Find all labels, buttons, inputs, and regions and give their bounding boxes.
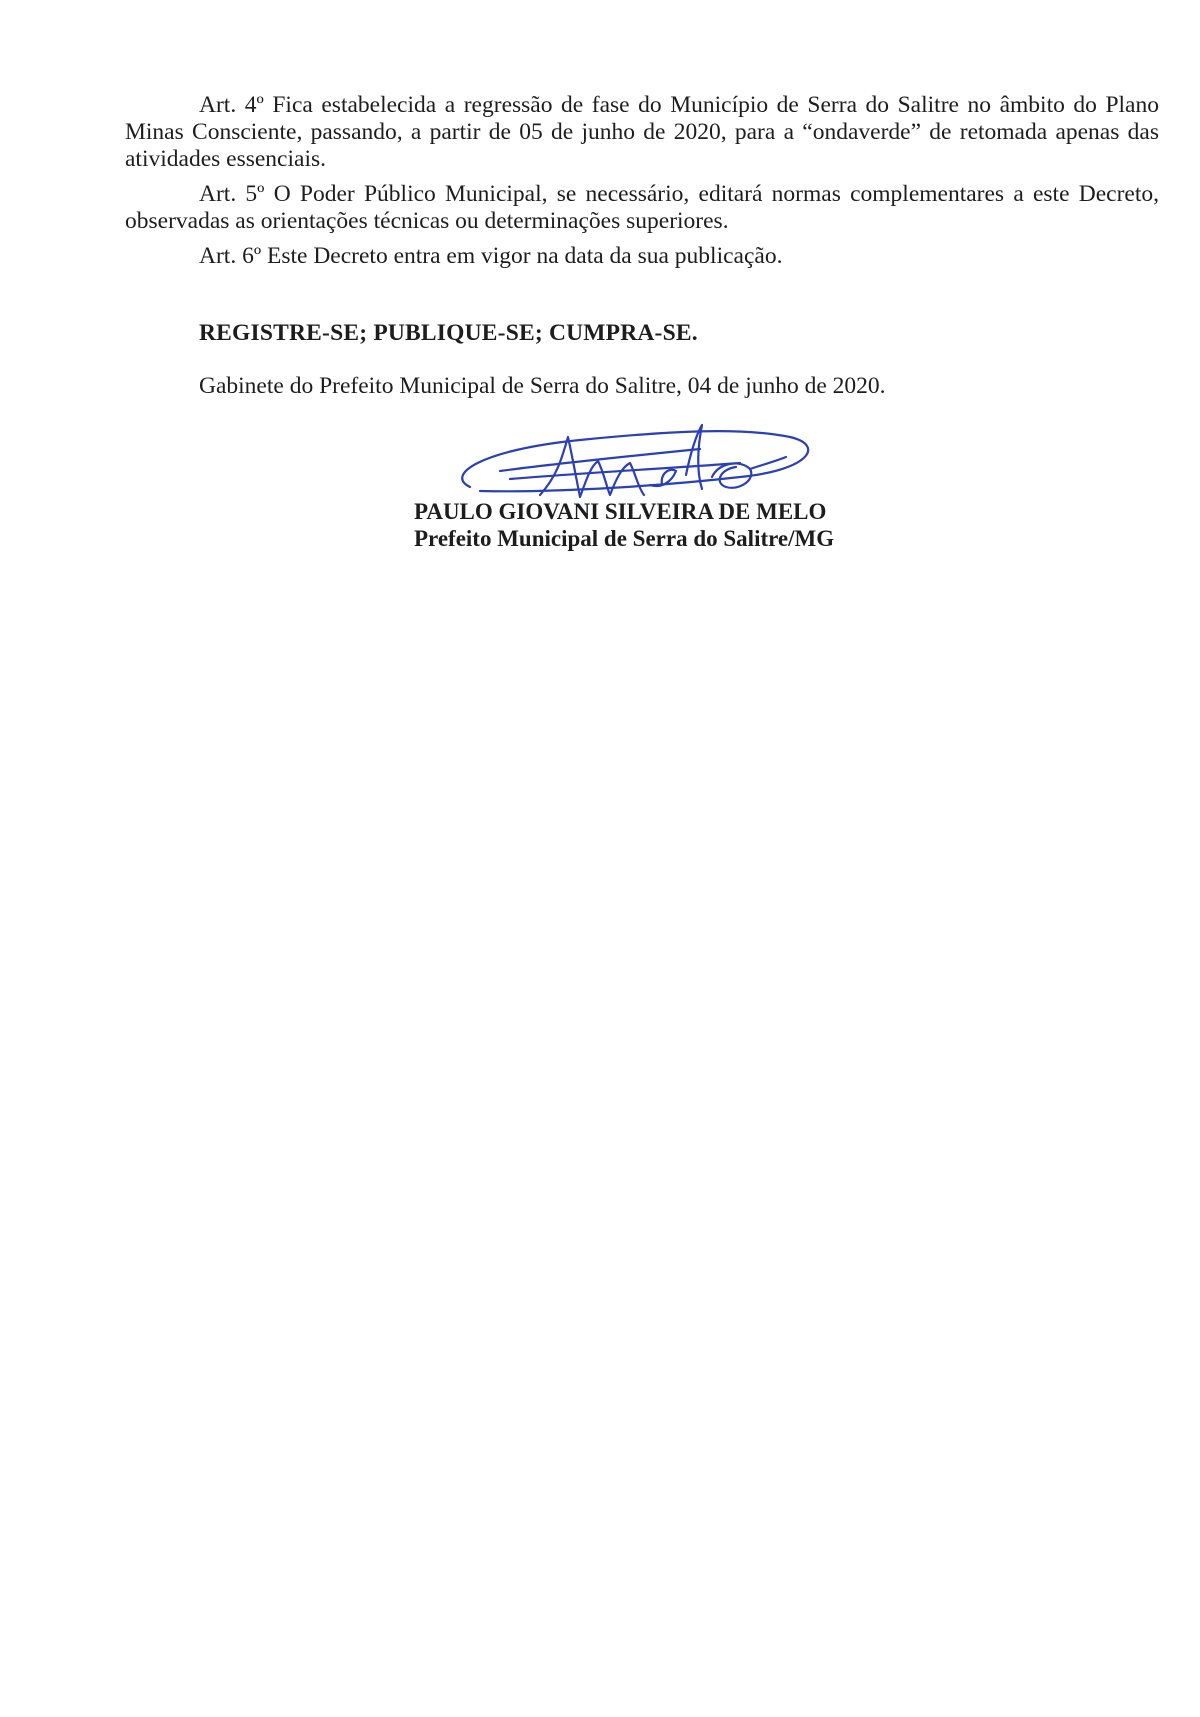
dateline: Gabinete do Prefeito Municipal de Serra do Salitre, 04 de junho de 2020. bbox=[199, 373, 886, 399]
article-4-paragraph: Art. 4º Fica estabelecida a regressão de fase do Município de Serra do Salitre no âmbito do Plano Minas Consciente, passando, a partir de 05 de junho de 2020, para a “ondaverde” de retomada apenas das atividades essenciais. bbox=[125, 92, 1159, 172]
article-5-paragraph: Art. 5º O Poder Público Municipal, se necessário, editará normas complementares a este Decreto, observadas as orientações técnicas ou determinações superiores. bbox=[125, 181, 1159, 234]
decree-body bbox=[125, 92, 1159, 278]
closing-formula: REGISTRE-SE; PUBLIQUE-SE; CUMPRA-SE. bbox=[199, 320, 698, 346]
signer-title: Prefeito Municipal de Serra do Salitre/MG bbox=[414, 526, 835, 551]
article-6-paragraph: Art. 6º Este Decreto entra em vigor na data da sua publicação. bbox=[199, 243, 783, 269]
signer-block bbox=[414, 498, 884, 552]
signer-name: PAULO GIOVANI SILVEIRA DE MELO bbox=[414, 499, 827, 524]
